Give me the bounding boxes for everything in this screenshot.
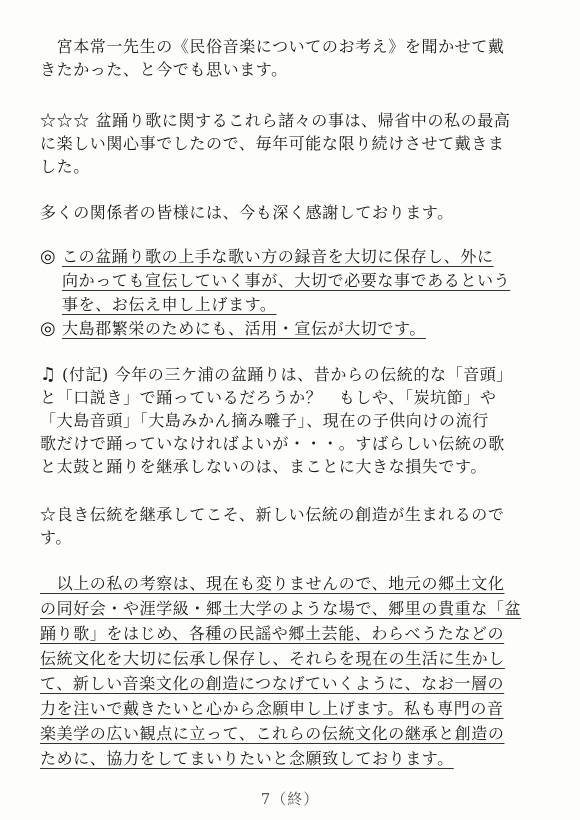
paragraph-8-line-1 <box>40 573 548 595</box>
paragraph-8-line-4 <box>40 648 548 670</box>
paragraph-8-text-3: 踊り歌」をはじめ、各種の民謡や郷土芸能、わらべうたなどの <box>40 624 505 643</box>
paragraph-6-line-5: と太鼓と踊りを継承しないのは、まことに大きな損失です。 <box>40 457 487 476</box>
paragraph-8-text-1: 以上の私の考察は、現在も変りませんので、地元の郷土文化 <box>40 574 505 593</box>
paragraph-8-text-2: の同好会・や涯学級・郷土大学のような場で、郷里の貴重な「盆 <box>40 599 522 618</box>
page-number: 7（終） <box>260 790 320 808</box>
paragraph-4-line-2 <box>62 270 548 292</box>
paragraph-6-text-1: (付記) 今年の三ケ浦の盆踊りは、昔からの伝統的な「音頭」 <box>62 365 513 384</box>
paragraph-7-line-2: す。 <box>40 528 72 547</box>
paragraph-2-line-1: ☆☆☆ 盆踊り歌に関するこれら諸々の事は、帰省中の私の最高 <box>40 111 511 130</box>
paragraph-2-line-3: した。 <box>40 157 90 176</box>
paragraph-4-line-1 <box>40 246 548 268</box>
paragraph-8-line-7 <box>40 723 548 745</box>
paragraph-5-line-1 <box>40 318 548 340</box>
double-circle-icon: ◎ <box>40 318 57 339</box>
paragraph-4-text-2: 向かっても宣伝していく事が、大切で必要な事であるという <box>62 271 511 290</box>
paragraph-8-text-4: 伝統文化を大切に伝承し保存し、それらを現在の生活に生かし <box>40 649 505 668</box>
paragraph-8-text-6: 力を注いで戴きたいと心から念願申し上げます。私も専門の音 <box>40 699 504 718</box>
paragraph-8-line-5 <box>40 673 548 695</box>
paragraph-4-text-3: 事を、お伝え申し上げます。 <box>62 295 277 314</box>
paragraph-8-line-3 <box>40 623 548 645</box>
paragraph-8-line-6 <box>40 698 548 720</box>
paragraph-8-text-5: て、新しい音楽文化の創造につなげていくように、なお一層の <box>40 674 505 693</box>
paragraph-8-line-8 <box>40 748 548 770</box>
music-note-icon: ♫ <box>40 364 57 385</box>
paragraph-4-text-1: この盆踊り歌の上手な歌い方の録音を大切に保存し、外に <box>62 247 494 266</box>
paragraph-5-text-1: 大島郡繁栄のためにも、活用・宣伝が大切です。 <box>62 319 426 338</box>
paragraph-8-text-7: 楽美学の広い観点に立って、これらの伝統文化の継承と創造の <box>40 724 505 743</box>
paragraph-3-line-1: 多くの関係者の皆様には、今も深く感謝しております。 <box>40 203 454 222</box>
paragraph-7-line-1: ☆良き伝統を継承してこそ、新しい伝統の創造が生まれるので <box>40 505 505 524</box>
paragraph-8-text-8: ために、協力をしてまいりたいと念願致しております。 <box>40 749 454 768</box>
paragraph-6-line-4: 歌だけで踊っていなければよいが・・・。すばらしい伝統の歌 <box>40 434 505 453</box>
paragraph-1-line-2: きたかった、と今でも思います。 <box>40 60 288 79</box>
paragraph-6-line-1 <box>40 364 548 386</box>
paragraph-2-line-2: に楽しい関心事でしたので、毎年可能な限り続けさせて戴きま <box>40 134 505 153</box>
paragraph-6-line-3: 「大島音頭」「大島みかん摘み囃子」、現在の子供向けの流行 <box>40 411 489 430</box>
paragraph-6-line-2: と「口説き」で踊っているだろうか？ もしや、「炭坑節」や <box>40 388 497 407</box>
paragraph-1-line-1: 宮本常一先生の《民俗音楽についてのお考え》を聞かせて戴 <box>40 37 505 56</box>
paragraph-4-line-3 <box>62 294 548 316</box>
paragraph-8-line-2 <box>40 598 548 620</box>
double-circle-icon: ◎ <box>40 246 57 267</box>
